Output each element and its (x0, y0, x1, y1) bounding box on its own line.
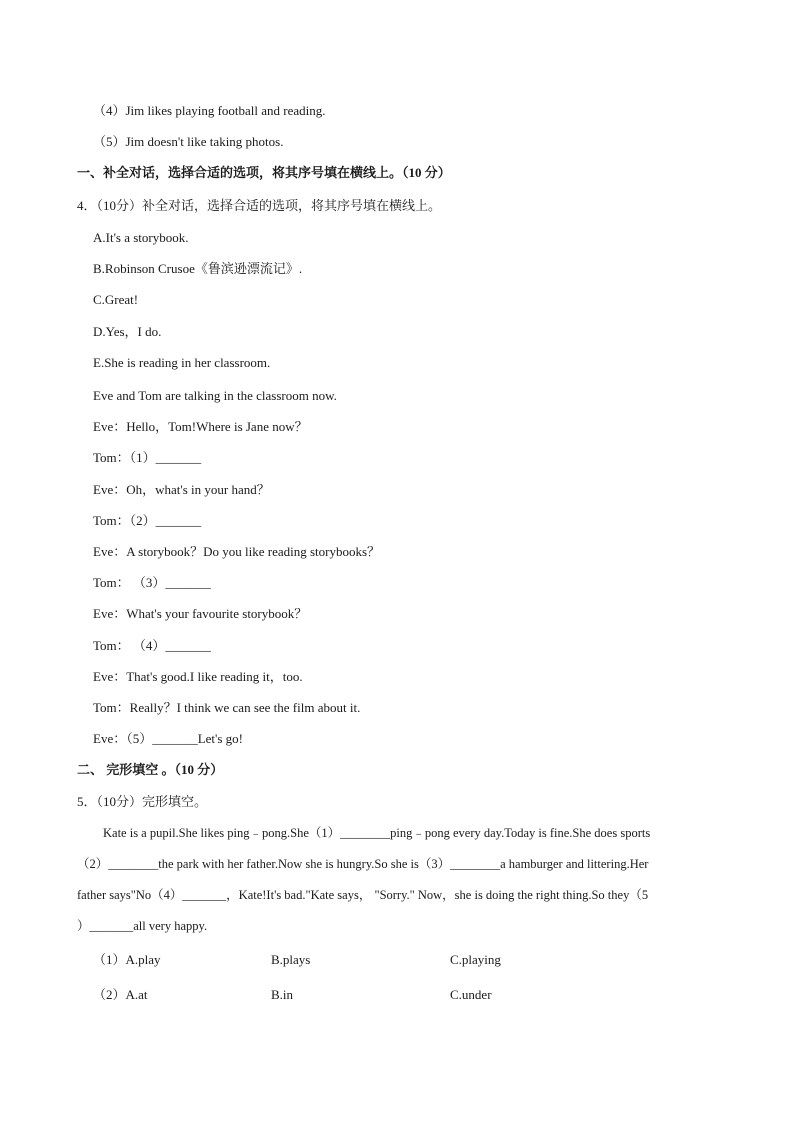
choice-1-a: （1）A.play (93, 952, 161, 967)
option-d: D.Yes，I do. (93, 324, 162, 339)
passage-line: Kate is a pupil.She likes ping﹣pong.She（1）________ping﹣pong every day.Today is fine.She does sports (103, 826, 651, 840)
prev-statement-5: （5）Jim doesn't like taking photos. (93, 134, 284, 149)
dialogue-line: Eve：Oh，what's in your hand？ (93, 482, 270, 497)
passage-line: father says"No（4）_______，Kate!It's bad."Kate says， "Sorry." Now，she is doing the right thing.So they（5 (77, 888, 649, 902)
dialogue-line: Tom：（2）_______ (93, 513, 202, 528)
choice-1-c: C.playing (450, 952, 501, 967)
dialogue-line: Eve：That's good.I like reading it，too. (93, 669, 303, 684)
dialogue-line: Eve：What's your favourite storybook？ (93, 606, 308, 621)
dialogue-line: Eve：A storybook？Do you like reading storybooks？ (93, 544, 381, 559)
prev-statement-4: （4）Jim likes playing football and reading. (93, 103, 326, 118)
question-5-title: 5．（10分）完形填空。 (77, 794, 208, 809)
dialogue-line: Tom：Really？I think we can see the film about it. (93, 700, 361, 715)
dialogue-line: Tom： （4）_______ (93, 638, 211, 653)
choice-2-c: C.under (450, 987, 492, 1002)
dialogue-line: Eve：Hello，Tom!Where is Jane now？ (93, 419, 308, 434)
option-c: C.Great! (93, 292, 139, 307)
choice-1-b: B.plays (271, 952, 311, 967)
dialogue-intro: Eve and Tom are talking in the classroom now. (93, 388, 337, 403)
section-2-heading: 二、 完形填空 。（10 分） (77, 762, 224, 777)
option-a: A.It's a storybook. (93, 230, 189, 245)
choice-2-b: B.in (271, 987, 294, 1002)
passage-line: ）_______all very happy. (77, 919, 208, 933)
dialogue-line: Eve：（5）_______Let's go! (93, 731, 244, 746)
option-b: B.Robinson Crusoe《鲁滨逊漂流记》. (93, 261, 303, 276)
option-e: E.She is reading in her classroom. (93, 355, 271, 370)
passage-line: （2）________the park with her father.Now she is hungry.So she is（3）________a hamburger and littering.Her (77, 857, 649, 871)
section-1-heading: 一、补全对话，选择合适的选项，将其序号填在横线上。（10 分） (77, 165, 451, 180)
question-4-title: 4．（10分）补全对话，选择合适的选项，将其序号填在横线上。 (77, 198, 442, 213)
dialogue-line: Tom： （3）_______ (93, 575, 211, 590)
choice-2-a: （2）A.at (93, 987, 148, 1002)
dialogue-line: Tom：（1）_______ (93, 450, 202, 465)
